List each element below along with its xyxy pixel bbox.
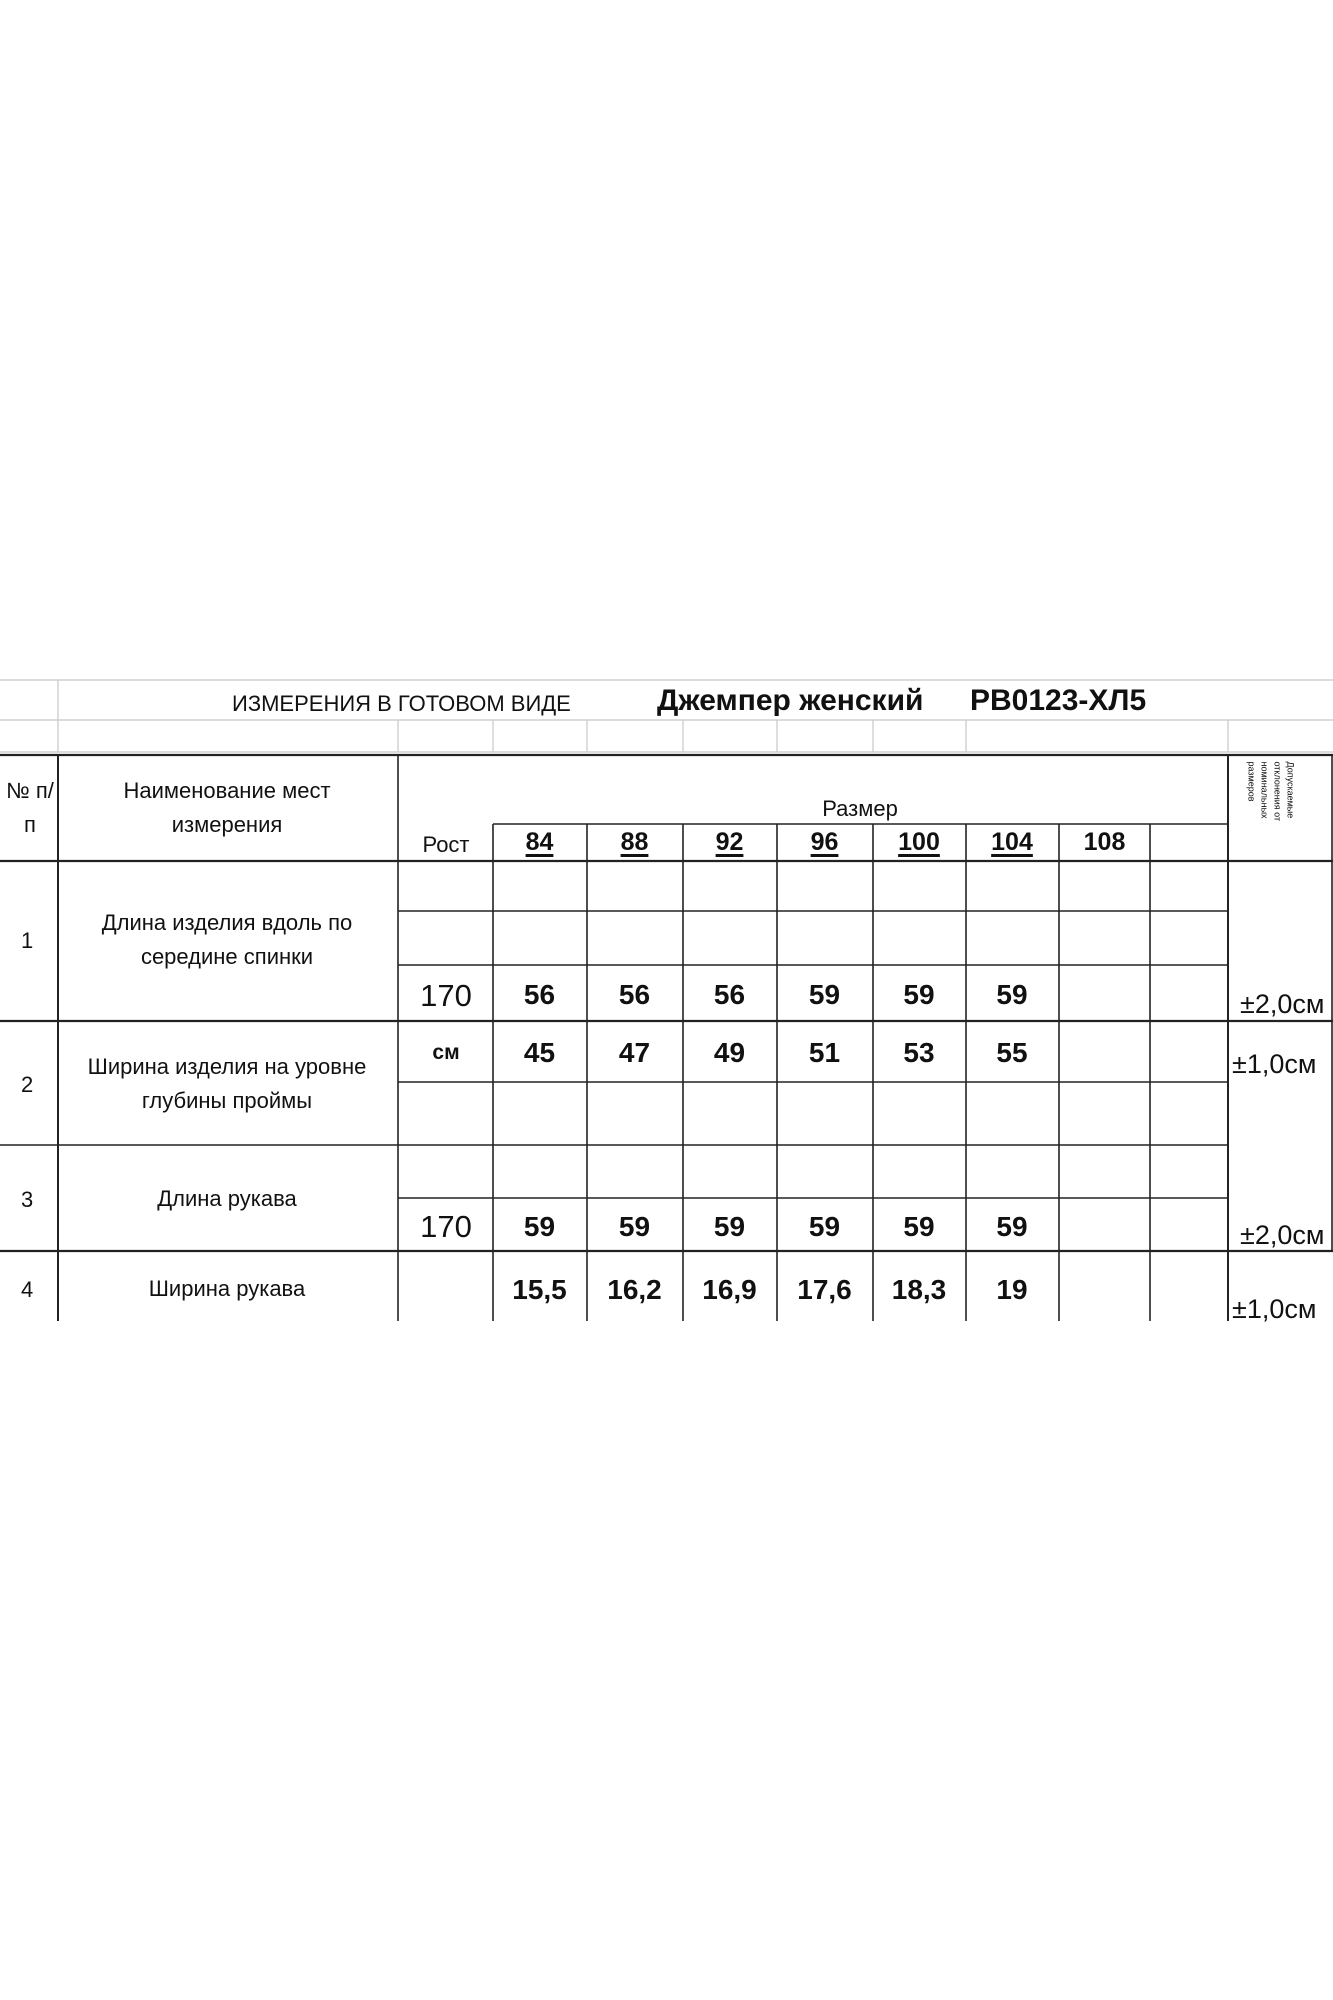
row-1-value-92: 56 — [713, 979, 746, 1010]
row-4-value-104: 19 — [996, 1274, 1028, 1305]
row-4-value-100: 18,3 — [891, 1274, 947, 1305]
row-2-value-84: 45 — [523, 1037, 556, 1068]
size-104: 104 — [991, 828, 1033, 856]
col-tolerance-header: Допускаемые отклонения от номинальных размеров — [1246, 761, 1296, 822]
row-1-value-84: 56 — [523, 979, 556, 1010]
row-1-value-104: 59 — [996, 979, 1028, 1010]
size-88: 88 — [620, 828, 649, 856]
size-92: 92 — [715, 828, 744, 856]
row-4-value-88: 16,2 — [607, 1274, 662, 1305]
row-2-value-100: 53 — [903, 1037, 935, 1068]
col-number-header: № п/п — [6, 778, 54, 837]
row-2-value-88: 47 — [618, 1037, 651, 1068]
row-1-name: Длина изделия вдоль по середине спинки — [101, 910, 353, 969]
row-2-value-96: 51 — [808, 1037, 841, 1068]
row-3-value-88: 59 — [618, 1211, 651, 1242]
row-2-number: 2 — [21, 1072, 34, 1097]
row-3-value-92: 59 — [713, 1211, 746, 1242]
row-3-value-96: 59 — [808, 1211, 841, 1242]
row-3-name: Длина рукава — [157, 1186, 297, 1211]
row-4-name: Ширина рукава — [148, 1276, 306, 1301]
row-3-number: 3 — [21, 1187, 34, 1212]
row-2-unit: см — [432, 1041, 460, 1064]
col-name-header: Наименование мест измерения — [123, 778, 331, 837]
size-96: 96 — [810, 828, 839, 856]
row-4-number: 4 — [21, 1277, 34, 1302]
row-2-tolerance: ±1,0см — [1232, 1049, 1317, 1079]
row-1-height: 170 — [420, 978, 472, 1013]
row-2-name: Ширина изделия на уровне глубины проймы — [87, 1054, 367, 1113]
row-1-value-88: 56 — [618, 979, 651, 1010]
size-100: 100 — [898, 828, 940, 856]
row-1-value-100: 59 — [903, 979, 935, 1010]
row-1-tolerance: ±2,0см — [1240, 989, 1325, 1019]
article-code: РВ0123-ХЛ5 — [970, 684, 1147, 717]
row-1-number: 1 — [21, 928, 34, 953]
size-108: 108 — [1083, 828, 1126, 856]
row-3-value-100: 59 — [903, 1211, 935, 1242]
subtitle: ИЗМЕРЕНИЯ В ГОТОВОМ ВИДЕ — [232, 691, 571, 716]
row-3-height: 170 — [420, 1209, 472, 1244]
col-height-header: Рост — [422, 832, 470, 857]
row-2-value-92: 49 — [713, 1037, 746, 1068]
row-4-value-92: 16,9 — [702, 1274, 757, 1305]
row-3-value-104: 59 — [996, 1211, 1028, 1242]
row-4-tolerance: ±1,0см — [1232, 1294, 1317, 1324]
row-2-value-104: 55 — [996, 1037, 1028, 1068]
row-3-tolerance: ±2,0см — [1240, 1220, 1325, 1250]
size-84: 84 — [525, 828, 554, 856]
row-4-value-84: 15,5 — [512, 1274, 567, 1305]
col-size-header: Размер — [822, 796, 898, 821]
product-title: Джемпер женский — [657, 684, 924, 717]
row-1-value-96: 59 — [808, 979, 841, 1010]
row-4-value-96: 17,6 — [797, 1274, 852, 1305]
row-3-value-84: 59 — [523, 1211, 556, 1242]
